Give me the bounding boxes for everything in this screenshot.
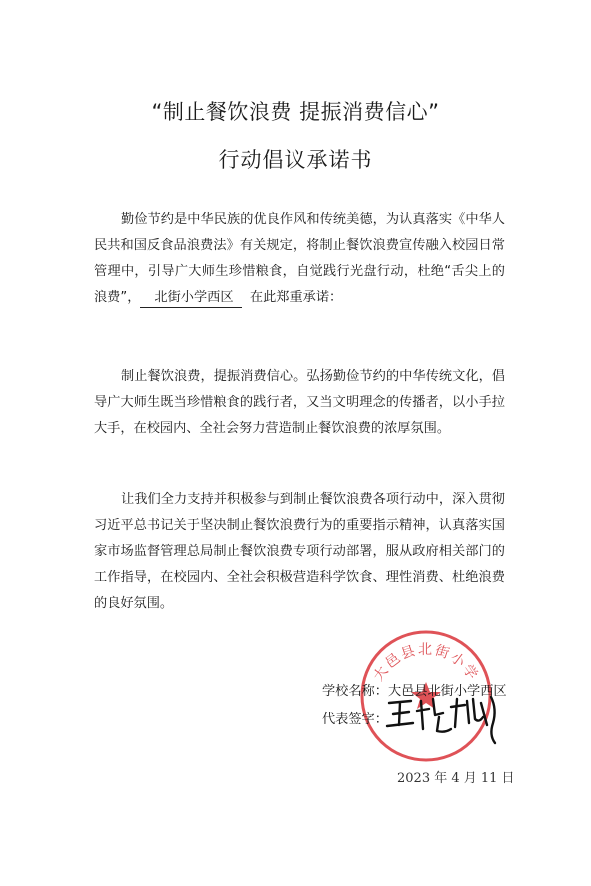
document-title-line1: “制止餐饮浪费 提振消费信心” — [151, 100, 440, 124]
paragraph-2: 制止餐饮浪费，提振消费信心。弘扬勤俭节约的中华传统文化，倡导广大师生既当珍惜粮食的践行者，又当文明理念的传播者，以小手拉大手，在校园内、全社会努力营造制止餐饮浪费的浓厚氛围。 — [94, 369, 505, 436]
paragraph-1 — [94, 207, 505, 311]
document-date: 2023 年 4 月 11 日 — [397, 771, 515, 786]
document-title-line2: 行动倡议承诺书 — [218, 148, 373, 172]
handwritten-signature — [383, 689, 503, 747]
paragraph-1-ending: 在此郑重承诺： — [249, 290, 343, 305]
representative-label: 代表签字： — [322, 712, 388, 727]
paragraph-3: 让我们全力支持并积极参与到制止餐饮浪费各项行动中，深入贯彻习近平总书记关于坚决制止餐饮浪费行为的重要指示精神，认真落实国家市场监督管理总局制止餐饮浪费专项行动部署，服从政府相关部门的工作指导，在校园内、全社会积极营造科学饮食、理性消费、杜绝浪费的良好氛围。 — [94, 492, 505, 611]
paragraph-1-text: 勤俭节约是中华民族的优良作风和传统美德，为认真落实《中华人民共和国反食品浪费法》有关规定，将制止餐饮浪费宣传融入校园日常管理中，引导广大师生珍惜粮食，自觉践行光盘行动，杜绝“舌尖上的浪费”， — [94, 212, 505, 305]
school-name-underlined: 北街小学西区 — [140, 289, 241, 308]
seal-text: 大邑县北街小学 — [370, 641, 482, 685]
representative-signature-row — [322, 708, 388, 727]
school-name-value: 大邑县北街小学西区 — [387, 684, 507, 699]
school-name-label: 学校名称： — [322, 684, 388, 699]
svg-text:大邑县北街小学 — [370, 642, 482, 684]
